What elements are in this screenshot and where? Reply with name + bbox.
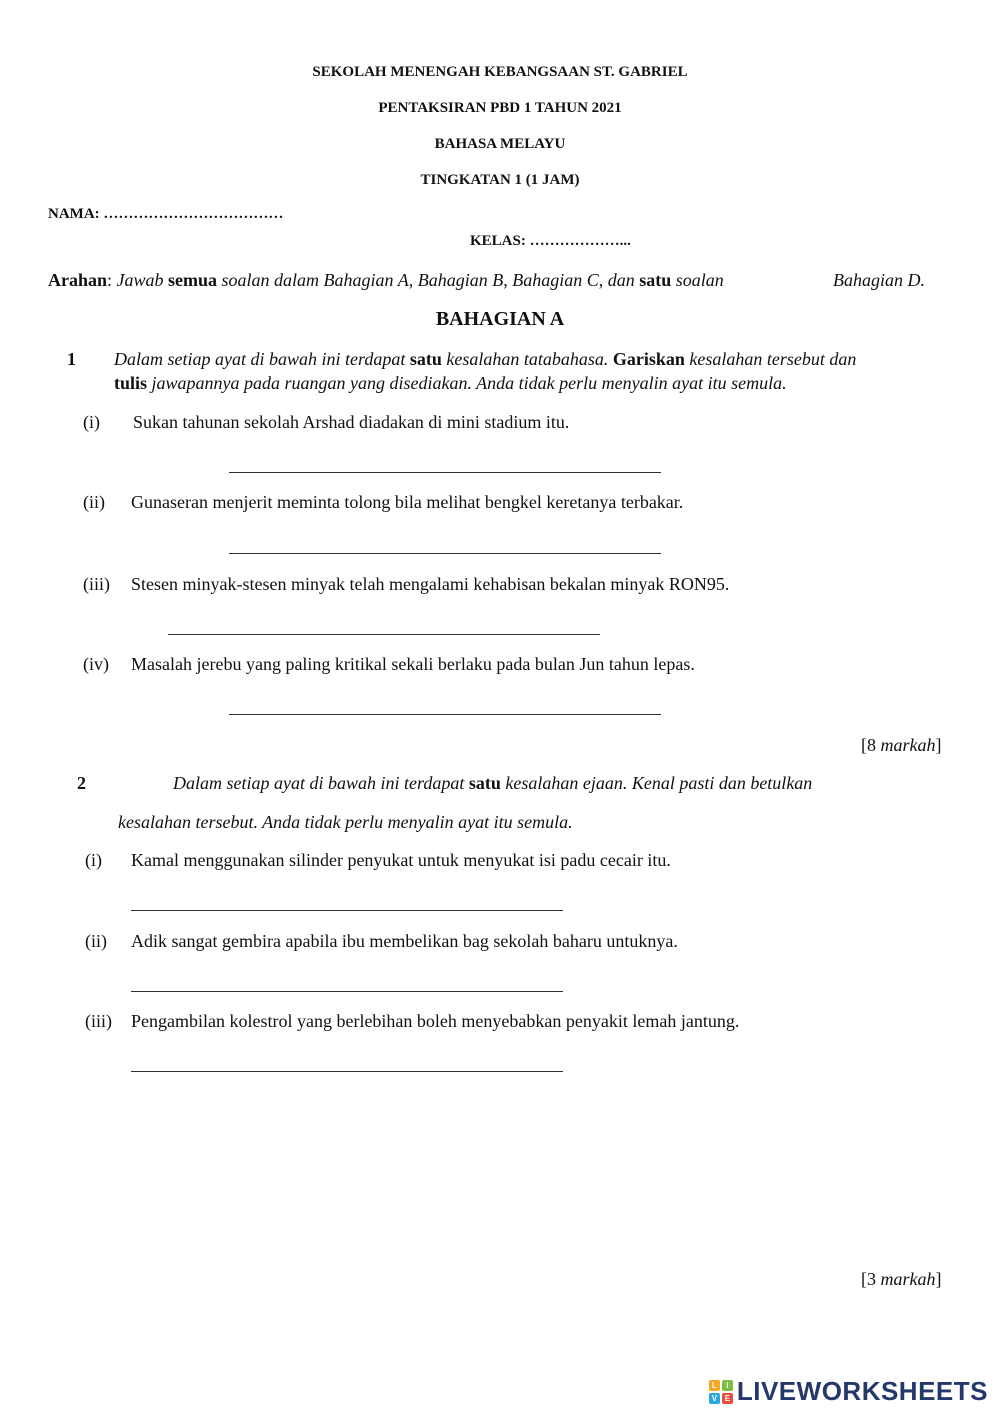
q2-answer-line[interactable] bbox=[131, 910, 563, 911]
question-2-instruction-line1: Dalam setiap ayat di bawah ini terdapat satu kesalahan ejaan. Kenal pasti dan betulkan bbox=[173, 773, 813, 793]
section-a-title: BAHAGIAN A bbox=[435, 308, 565, 330]
name-field-label: NAMA: ……………………………… bbox=[48, 206, 284, 222]
logo-letter: V bbox=[709, 1393, 720, 1404]
exam-title: PENTAKSIRAN PBD 1 TAHUN 2021 bbox=[378, 100, 622, 116]
q2-item-label: (ii) bbox=[85, 931, 107, 951]
q1-item-text: Gunaseran menjerit meminta tolong bila melihat bengkel keretanya terbakar. bbox=[131, 492, 684, 512]
subject-title: BAHASA MELAYU bbox=[434, 136, 566, 152]
class-field-label: KELAS: ………………... bbox=[470, 233, 631, 249]
question-1-instruction-line2: tulis jawapannya pada ruangan yang disediakan. Anda tidak perlu menyalin ayat itu semula. bbox=[114, 373, 787, 393]
q1-item-label: (iii) bbox=[83, 574, 110, 594]
logo-letter: E bbox=[722, 1393, 733, 1404]
logo-wordmark: LIVEWORKSHEETS bbox=[736, 1376, 988, 1406]
liveworksheets-logo[interactable] bbox=[709, 1376, 988, 1407]
q2-item-label: (i) bbox=[85, 850, 102, 870]
school-name: SEKOLAH MENENGAH KEBANGSAAN ST. GABRIEL bbox=[312, 64, 688, 80]
q1-answer-line[interactable] bbox=[229, 553, 661, 554]
logo-letter: I bbox=[722, 1380, 733, 1391]
q1-answer-line[interactable] bbox=[168, 634, 600, 635]
instructions: Arahan: Jawab semua soalan dalam Bahagian A, Bahagian B, Bahagian C, dan satu soalan bbox=[48, 270, 724, 290]
q1-item-label: (i) bbox=[83, 412, 100, 432]
q2-item-text: Pengambilan kolestrol yang berlebihan boleh menyebabkan penyakit lemah jantung. bbox=[131, 1011, 740, 1031]
question-2-instruction-line2: kesalahan tersebut. Anda tidak perlu menyalin ayat itu semula. bbox=[118, 812, 573, 832]
form-title: TINGKATAN 1 (1 JAM) bbox=[420, 172, 580, 188]
q1-item-text: Masalah jerebu yang paling kritikal sekali berlaku pada bulan Jun tahun lepas. bbox=[131, 654, 695, 674]
q2-item-label: (iii) bbox=[85, 1011, 112, 1031]
q1-answer-line[interactable] bbox=[229, 472, 661, 473]
q1-item-text: Stesen minyak-stesen minyak telah mengalami kehabisan bekalan minyak RON95. bbox=[131, 574, 730, 594]
q2-item-text: Adik sangat gembira apabila ibu membelikan bag sekolah baharu untuknya. bbox=[131, 931, 678, 951]
question-2-marks: [3 markah] bbox=[861, 1269, 942, 1289]
q1-item-text: Sukan tahunan sekolah Arshad diadakan di mini stadium itu. bbox=[133, 412, 570, 432]
question-1-number: 1 bbox=[67, 349, 76, 369]
q1-item-label: (ii) bbox=[83, 492, 105, 512]
q2-item-text: Kamal menggunakan silinder penyukat untuk menyukat isi padu cecair itu. bbox=[131, 850, 671, 870]
instructions-label: Arahan bbox=[48, 270, 108, 290]
q1-answer-line[interactable] bbox=[229, 714, 661, 715]
question-2-number: 2 bbox=[77, 773, 86, 793]
instructions-tail: Bahagian D. bbox=[833, 270, 925, 290]
q2-answer-line[interactable] bbox=[131, 991, 563, 992]
question-1-instruction-line1: Dalam setiap ayat di bawah ini terdapat satu kesalahan tatabahasa. Gariskan kesalahan tersebut dan bbox=[114, 349, 857, 369]
q1-item-label: (iv) bbox=[83, 654, 109, 674]
logo-mark-icon bbox=[709, 1380, 733, 1404]
question-1-marks: [8 markah] bbox=[861, 735, 942, 755]
logo-letter: L bbox=[709, 1380, 720, 1391]
q2-answer-line[interactable] bbox=[131, 1071, 563, 1072]
